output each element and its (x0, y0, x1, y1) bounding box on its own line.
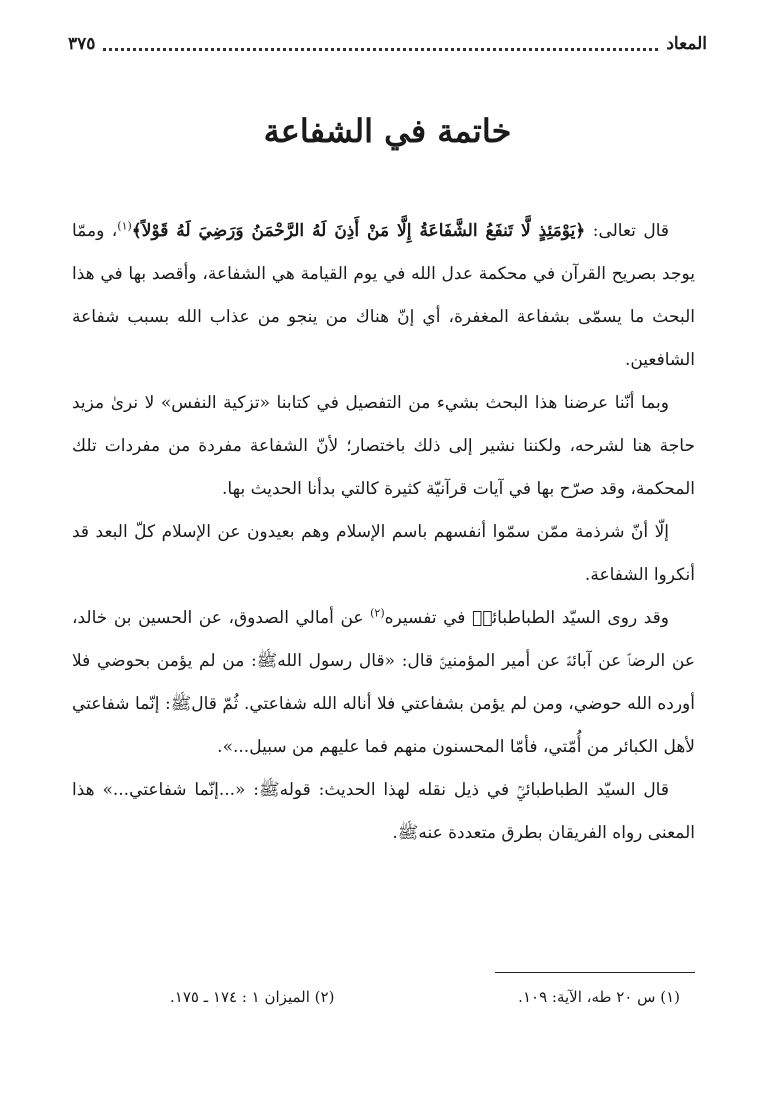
p4-part-a: وقد روى السيّد الطباطبائيؒ في تفسيره (384, 608, 669, 628)
header-dot-leader (103, 48, 658, 51)
footnote-1: (١) س ٢٠ طه، الآية: ١٠٩. (518, 988, 680, 1006)
footnotes (170, 988, 680, 1006)
footnote-ref-2: (٢) (370, 606, 385, 620)
section-title: خاتمة في الشفاعة (263, 112, 512, 150)
footnote-separator (495, 972, 695, 973)
p1-rest: ، وممّا يوجد بصريح القرآن في محكمة عدل الله في يوم القيامة هي الشفاعة، وأقصد بها في هذا البحث ما يسمّى بشفاعة المغفرة، أي إنّ هناك من ينجو من عذاب الله بسبب شفاعة الشافعين. (72, 221, 695, 370)
footnote-2: (٢) الميزان ١ : ١٧٤ ـ ١٧٥. (170, 988, 335, 1006)
chapter-name: المعاد (666, 34, 707, 54)
page-number: ٣٧٥ (68, 34, 96, 54)
paragraph-1 (72, 210, 695, 382)
paragraph-4 (72, 597, 695, 769)
p4-part-b: عن أمالي الصدوق، عن الحسين بن خالد، عن الرضاؑ عن آبائهؑ عن أمير المؤمنينؑ قال: «قال رسول اللهﷺ: من لم يؤمن بحوضي فلا أورده الله حوضي، ومن لم يؤمن بشفاعتي فلا أناله الله شفاعتي. ثُمّ قالﷺ: إنّما شفاعتي لأهل الكبائر من أُمّتي، فأمّا المحسنون منهم فما عليهم من سبيل...». (72, 608, 695, 757)
paragraph-5: قال السيّد الطباطبائيؒ في ذيل نقله لهذا الحديث: قولهﷺ: «...إنّما شفاعتي...» هذا المعنى رواه الفريقان بطرق متعددة عنهﷺ. (72, 780, 695, 843)
footnote-ref-1: (١) (117, 219, 132, 233)
paragraph-3: إلّا أنّ شرذمة ممّن سمّوا أنفسهم باسم الإسلام وهم بعيدون عن الإسلام كلّ البعد قد أنكروا الشفاعة. (72, 522, 695, 585)
quran-verse: ﴿يَوْمَئِذٍ لَّا تَنفَعُ الشَّفَاعَةُ إِلَّا مَنْ أَذِنَ لَهُ الرَّحْمَنُ وَرَضِيَ لَهُ قَوْلاً﴾ (131, 221, 586, 241)
main-text (72, 210, 695, 855)
running-header (68, 30, 707, 58)
p1-prefix: قال تعالى: (585, 221, 670, 241)
paragraph-2: وبما أنّنا عرضنا هذا البحث بشيء من التفصيل في كتابنا «تزكية النفس» لا نرىٰ مزيد حاجة هنا لشرحه، ولكننا نشير إلى ذلك باختصار؛ لأنّ الشفاعة مفردة من مفردات تلك المحكمة، وقد صرّح بها في آيات قرآنيّة كثيرة كالتي بدأنا الحديث بها. (72, 393, 695, 499)
